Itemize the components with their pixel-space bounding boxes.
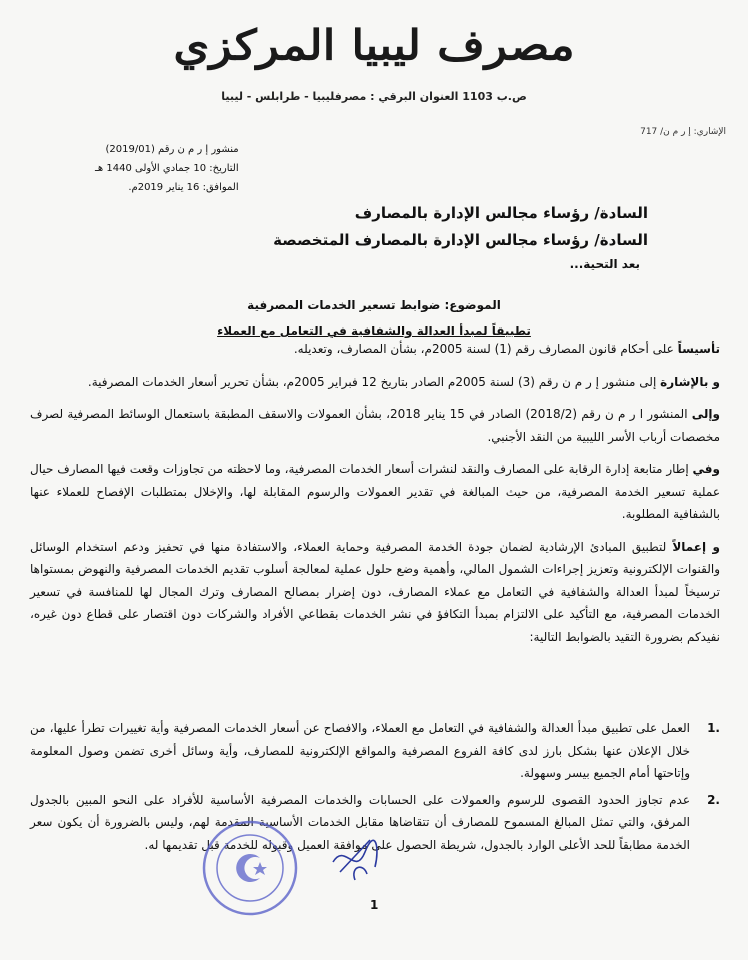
official-stamp xyxy=(200,818,300,918)
paragraph xyxy=(30,403,720,448)
paragraph-text: إطار متابعة إدارة الرقابة على المصارف والنقد لنشرات أسعار الخدمات المصرفية، وما لاحظته من تجاوزات وقعت فيها المصارف حيال عملية تسعير الخدمة المصرفية، من حيث المبالغة في تقدير العمولات والرسوم المقابلة لها، والإخلال بمتطلبات الإفصاح للعملاء عنها بالشفافية المطلوبة. xyxy=(30,462,720,521)
paragraph-text: المنشور ا ر م ن رقم (2018/2) الصادر في 15 يناير 2018، بشأن العمولات والاسقف المطبقة باستعمال الوسائط المصرفية لصرف مخصصات أرباب الأسر الليبية من النقد الأجنبي. xyxy=(30,407,720,444)
list-item-text: عدم تجاوز الحدود القصوى للرسوم والعمولات على الحسابات والخدمات المصرفية الأساسية للأفراد على النحو المبين بالجدول المرفق، والتي تمثل المبالغ المسموح للمصارف أن تتقاضاها مقابل الخدمات الأساسية المقدمة لهم، وليس بالضرورة أن يكون سعر الخدمة مطابقاً للحد الأعلى الوارد بالجدول، شريطة الحصول على موافقة العميل وقبوله للخدمة قبل تقديمها له. xyxy=(30,792,690,852)
list-item xyxy=(30,717,720,785)
paragraph xyxy=(30,371,720,394)
letter-body xyxy=(30,338,720,658)
circular-date-gregorian: الموافق: 16 يناير 2019م. xyxy=(128,182,239,193)
subject-subtitle: تطبيقاً لمبدأ العدالة والشفافية في التعامل مع العملاء xyxy=(217,324,531,338)
addressee-line-2: السادة/ رؤساء مجالس الإدارة بالمصارف المتخصصة xyxy=(273,231,648,249)
signature xyxy=(325,832,385,887)
circular-date-hijri: التاريخ: 10 جمادي الأولى 1440 هـ xyxy=(95,163,239,174)
paragraph xyxy=(30,338,720,361)
paragraph-lead: وفي xyxy=(692,462,720,476)
circular-info xyxy=(95,140,239,197)
addressee-block xyxy=(273,200,648,254)
paragraph-lead: تأسيساً xyxy=(677,342,720,356)
paragraph-text: لتطبيق المبادئ الإرشادية لضمان جودة الخدمة المصرفية وحماية العملاء، والاستفادة منها في تحفيز ودعم استخدام الوسائل والقنوات الإلكترونية وتعزيز إجراءات الشمول المالي، وأهمية وضع حلول عملية لمعالجة أسلوب تقديم الخدمات المصرفية والنهوض بمستواها ترسيخاً لمبدأ العدالة والشفافية في التعامل مع عملاء المصارف، دون إضرار بمصالح المصارف وترك المجال لها للمنافسة في تسعير الخدمات المصرفية، مع التأكيد على الالتزام بمبدأ التكافؤ في نشر الخدمات بقطاعي الأفراد والشركات دون اقتصار على قطاع دون غيره، نفيدكم بضرورة التقيد بالضوابط التالية: xyxy=(30,539,720,644)
circular-number: منشور إ ر م ن رقم (2019/01) xyxy=(105,144,239,155)
paragraph xyxy=(30,458,720,526)
paragraph xyxy=(30,536,720,649)
list-item-number: 2. xyxy=(707,792,720,807)
paragraph-lead: و إعمالاً xyxy=(672,539,720,554)
paragraph-text: إلى منشور إ ر م ن رقم (3) لسنة 2005م الصادر بتاريخ 12 فبراير 2005م، بشأن تحرير أسعار الخدمات المصرفية. xyxy=(87,374,661,389)
page-number: 1 xyxy=(370,898,379,912)
bank-address: ص.ب 1103 العنوان البرقي : مصرفليبيا - طرابلس - ليبيا xyxy=(221,90,527,103)
paragraph-lead: و بالإشارة xyxy=(660,374,720,389)
paragraph-text: على أحكام قانون المصارف رقم (1) لسنة 2005م، بشأن المصارف، وتعديله. xyxy=(293,342,678,356)
subject-block xyxy=(0,292,748,344)
greeting: بعد التحية... xyxy=(569,257,640,271)
reference-number: الإشاري: إ ر م ن/ 717 xyxy=(640,127,726,137)
list-item-text: العمل على تطبيق مبدأ العدالة والشفافية في التعامل مع العملاء، والافصاح عن أسعار الخدمات المصرفية وأية تغييرات تطرأ عليها، من خلال الإعلان عنها بشكل بارز لدى كافة الفروع المصرفية والمواقع الإلكترونية للمصارف، وأية وسائل أخرى تضمن وصول المعلومة وإتاحتها أمام الجميع بيسر وسهولة. xyxy=(30,721,690,780)
list-item-number: 1. xyxy=(707,721,720,735)
paragraph-lead: وإلى xyxy=(691,407,720,421)
addressee-line-1: السادة/ رؤساء مجالس الإدارة بالمصارف xyxy=(354,204,648,222)
subject-line: الموضوع: ضوابط تسعير الخدمات المصرفية xyxy=(247,298,501,312)
bank-logo: مصرف ليبيا المركزي xyxy=(173,20,575,70)
